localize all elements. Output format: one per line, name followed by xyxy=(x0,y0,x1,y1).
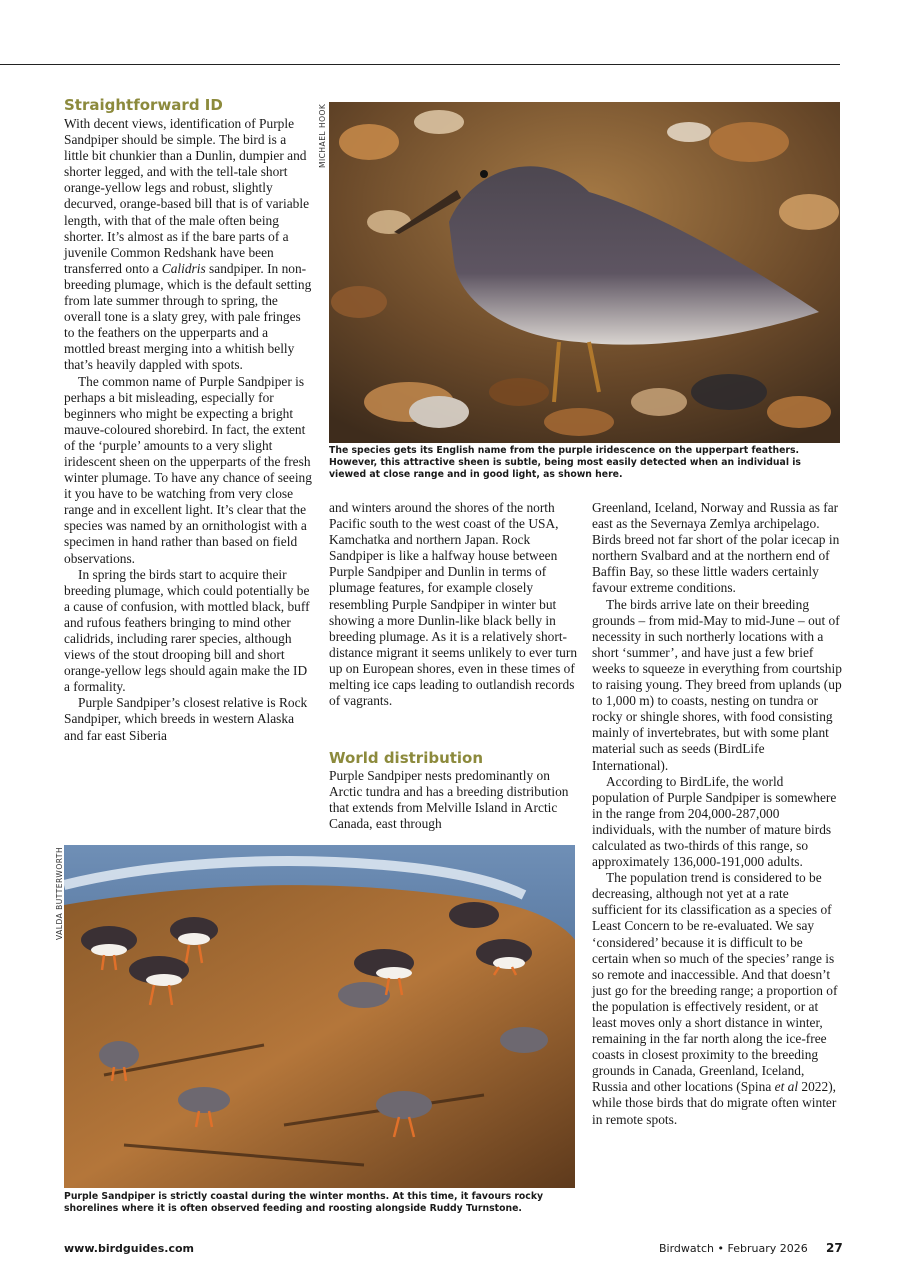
column-2-text xyxy=(329,500,581,709)
section-heading-straightforward-id: Straightforward ID xyxy=(64,96,223,114)
section-heading-world-distribution: World distribution xyxy=(329,749,484,767)
paragraph: The birds arrive late on their breeding grounds – from mid-May to mid-June – out of necessity in such northerly locations with a short ‘summer’, and have just a few brief weeks to squeeze in everything from courtship to raising young. They breed from uplands (up to 1,000 m) to coasts, nesting on tundra or rocky or shingle shores, with food consisting mainly of invertebrates, but with some plant material such as seeds (BirdLife International). xyxy=(592,596,842,773)
paragraph: The common name of Purple Sandpiper is perhaps a bit misleading, especially for beginners who might be expecting a bright mauve-coloured shorebird. In fact, the extent of the ‘purple’ amounts to a very slight iridescent sheen on the upperparts of the fresh winter plumage. To have any chance of seeing it you have to be watching from very close range and in excellent light. It’s clear that the species was named by an ornithologist with a specimen in hand rather than based on field observations. xyxy=(64,373,312,566)
paragraph: Purple Sandpiper nests predominantly on Arctic tundra and has a breeding distribution that extends from Melville Island in Arctic Canada, east through xyxy=(329,768,569,832)
issue-date: February 2026 xyxy=(727,1242,808,1255)
paragraph: According to BirdLife, the world population of Purple Sandpiper is somewhere in the range from 204,000-287,000 individuals, with the number of mature birds calculated as two-thirds of this range, so approximately 136,000-191,000 adults. xyxy=(592,773,837,870)
purple-sandpiper-photo xyxy=(329,102,840,443)
column-1-text xyxy=(64,116,312,744)
purple-sandpiper-image xyxy=(329,102,840,443)
magazine-name: Birdwatch xyxy=(659,1242,714,1255)
header-rule xyxy=(0,64,840,65)
shoreline-flock-image xyxy=(64,845,575,1188)
paragraph: Greenland, Iceland, Norway and Russia as far east as the Severnaya Zemlya archipelago. Birds breed not far short of the polar icecap in northern Svalbard and at the northern end of Baffin Bay, so these little waders certainly favour extreme conditions. xyxy=(592,500,840,596)
bullet-separator: • xyxy=(717,1242,724,1255)
photo-credit-bottom: VALDA BUTTERWORTH xyxy=(55,846,64,940)
column-2-lower-text xyxy=(329,768,581,832)
shoreline-flock-photo xyxy=(64,845,575,1188)
footer-magazine-issue xyxy=(659,1242,808,1255)
paragraph: The population trend is considered to be decreasing, although not yet at a rate sufficient for its classification as a species of Least Concern to be re-evaluated. We say ‘considered’ because it is difficult to be certain when so much of the species’ range is so remote and inaccessible. And that doesn’t just go for the breeding range; a proportion of the population is effectively resident, or at least moves only a short distance in winter, remaining in the far north along the ice-free coasts in closest proximity to the breeding grounds in Canada, Greenland, Iceland, Russia and other locations (Spina et al 2022), while those birds that do migrate often winter in remote spots. xyxy=(592,870,838,1127)
paragraph: With decent views, identification of Purple Sandpiper should be simple. The bird is a little bit chunkier than a Dunlin, dumpier and shorter legged, and with the tell-tale short orange-yellow legs and robust, slightly decurved, orange-based bill that is of variable length, with that of the male often being shorter. It’s almost as if the bare parts of a juvenile Common Redshank have been transferred onto a Calidris sandpiper. In non-breeding plumage, which is the default setting from late summer through to spring, the overall tone is a slaty grey, with pale fringes to the feathers on the upperparts and a mottled breast merging into a whitish belly that’s heavily dappled with spots. xyxy=(64,116,312,373)
column-3-text xyxy=(592,500,842,1128)
page-number: 27 xyxy=(826,1241,843,1255)
footer-website: www.birdguides.com xyxy=(64,1242,194,1255)
paragraph: and winters around the shores of the north Pacific south to the west coast of the USA, Kamchatka and northern Japan. Rock Sandpiper is like a halfway house between Purple Sandpiper and Dunlin in terms of plumage features, for example closely resembling Purple Sandpiper in winter but showing a more Dunlin-like black belly in breeding plumage. As it is a relatively short-distance migrant it seems unlikely to ever turn up on European shores, even in these times of melting ice caps leading to outlandish records of vagrants. xyxy=(329,500,578,709)
photo-caption-bottom: Purple Sandpiper is strictly coastal during the winter months. At this time, it favours rocky shorelines where it is often observed feeding and roosting alongside Ruddy Turnstone. xyxy=(64,1191,544,1214)
paragraph: In spring the birds start to acquire their breeding plumage, which could potentially be a cause of confusion, with mottled black, buff and rufous feathers bringing to mind other calidrids, including rarer species, although views of the stout drooping bill and short orange-yellow legs should again make the ID a formality. xyxy=(64,566,310,695)
photo-credit-top: MICHAEL HOOK xyxy=(318,103,327,168)
paragraph: Purple Sandpiper’s closest relative is Rock Sandpiper, which breeds in western Alaska and far east Siberia xyxy=(64,695,308,743)
photo-caption-top: The species gets its English name from the purple iridescence on the upperpart feathers. However, this attractive sheen is subtle, being most easily detected when an individual is viewed at close range and in good light, as shown here. xyxy=(329,445,801,480)
